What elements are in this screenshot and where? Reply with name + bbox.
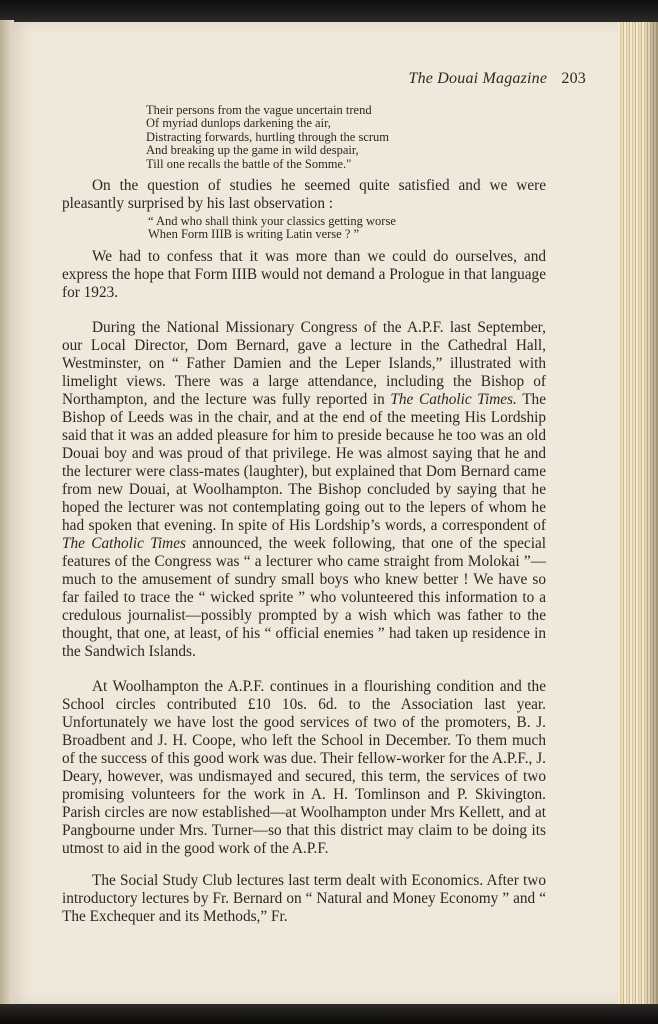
book-top-edge bbox=[0, 0, 658, 22]
text-run: The Bishop of Leeds was in the chair, and at the end of the meeting His Lordship said that it was an added pleasure for him to preside because he too was an old Douai boy and was proud of that privilege. He was almost saying that he and the lecturer were class-mates (laughter), but explained that Dom Bernard came from new Douai, at Woolhampton. The Bishop concluded by saying that he hoped the lecturer was not contemplating going out to the lepers of whom he had spoken that evening. In spite of His Lordship’s words, a correspondent of bbox=[62, 390, 546, 534]
journal-title: The Douai Magazine bbox=[408, 70, 548, 87]
verse-line: Their persons from the vague uncertain trend bbox=[146, 103, 372, 117]
publication-title: The Catholic Times. bbox=[390, 390, 517, 408]
body-text bbox=[62, 104, 546, 926]
text-run: During the National Missionary Congress of the A.P.F. last September, our Local Director, Dom Bernard, gave a lecture in the Cathedral Hall, Westminster, on “ Father Damien and the Leper Islands,” illustrated with limelight views. There was a large attendance, including the Bishop of Northampton, and the lecture was fully reported in bbox=[62, 318, 546, 408]
book-bottom-edge bbox=[0, 1004, 658, 1024]
paragraph-studies: On the question of studies he seemed quite satisfied and we were pleasantly surprised by his last observation : bbox=[62, 177, 546, 213]
verse-line: “ And who shall think your classics getting worse bbox=[148, 214, 396, 229]
running-head bbox=[186, 70, 586, 88]
page-number: 203 bbox=[561, 70, 586, 87]
verse-line: And breaking up the game in wild despair, bbox=[146, 143, 359, 158]
publication-title: The Catholic Times bbox=[62, 534, 186, 552]
verse-couplet bbox=[148, 215, 546, 242]
verse-line: Till one recalls the battle of the Somme." bbox=[146, 156, 352, 171]
verse-line: When Form IIIB is writing Latin verse ? ” bbox=[148, 227, 360, 242]
verse-stanza bbox=[146, 104, 546, 171]
verse-line: Of myriad dunlops darkening the air, bbox=[146, 116, 331, 131]
text-run: announced, the week following, that one of the special features of the Congress was “ a lecturer who came straight from Molokai ”—much to the amusement of sundry small boys who knew better ! We have so far failed to trace the “ wicked sprite ” who volunteered this information to a credulous journalist—possibly prompted by a wish which was father to the thought, that one, at least, of his “ official enemies ” had taken up residence in the Sandwich Islands. bbox=[62, 534, 546, 660]
paragraph-form-iiib: We had to confess that it was more than we could do ourselves, and express the hope that Form IIIB would not demand a Prologue in that language for 1923. bbox=[62, 247, 546, 301]
paragraph-social-study-club: The Social Study Club lectures last term dealt with Economics. After two introductory lectures by Fr. Bernard on “ Natural and Money Economy ” and “ The Exchequer and its Methods,” Fr. bbox=[62, 871, 546, 925]
page-edges-shadow bbox=[644, 22, 658, 1004]
paragraph-apf-woolhampton: At Woolhampton the A.P.F. continues in a flourishing condition and the School circles contributed £10 10s. 6d. to the Association last year. Unfortunately we have lost the good services of two of the promoters, B. J. Broadbent and J. H. Coope, who left the School in December. To them much of the success of this good work was due. Their fellow-worker for the A.P.F., J. Deary, however, was undismayed and secured, this term, the services of two promising volunteers for the work in A. H. Tomlinson and P. Skivington. Parish circles are now established—at Woolhampton under Mrs Kellett, and at Pangbourne under Mrs. Turner—so that this district may claim to be doing its utmost to aid in the good work of the A.P.F. bbox=[62, 677, 546, 857]
verse-line: Distracting forwards, hurtling through the scrum bbox=[146, 129, 390, 144]
paragraph-missionary-congress bbox=[62, 319, 546, 661]
